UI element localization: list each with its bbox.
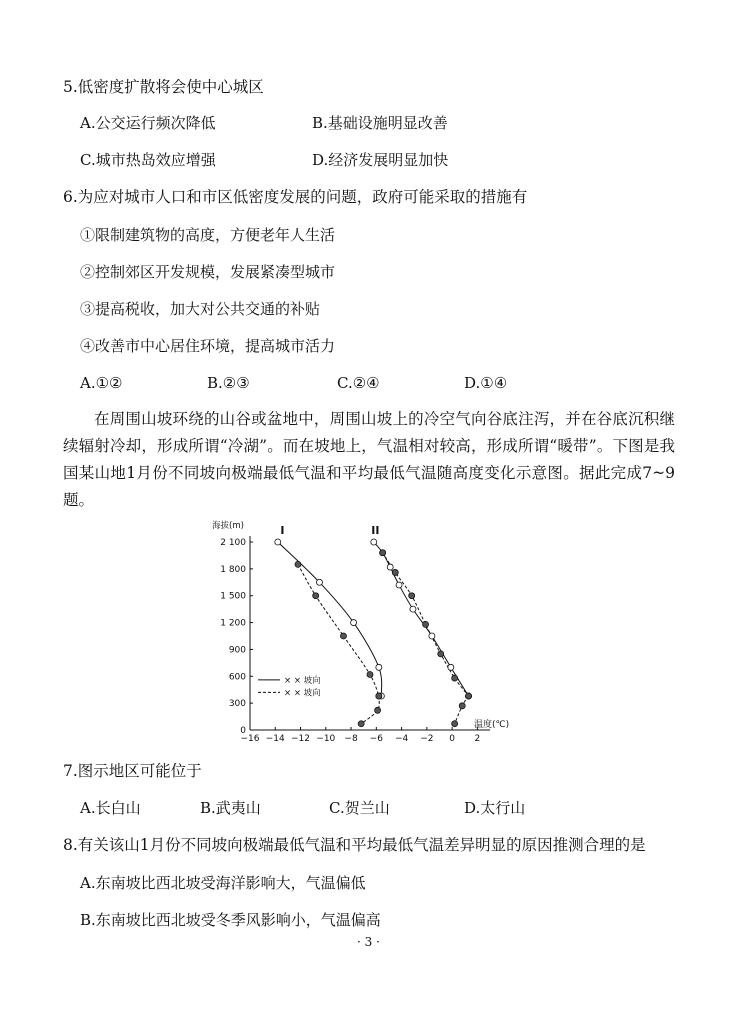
y-tick-label: 0 xyxy=(240,726,246,736)
question-5-option-d: D.经济发展明显加快 xyxy=(312,151,449,169)
y-tick-label: 2 100 xyxy=(220,538,246,548)
data-point-i-filled xyxy=(376,693,382,699)
x-tick-label: −6 xyxy=(369,734,383,744)
data-point-ii-filled xyxy=(459,703,465,709)
question-8-option-a: A.东南坡比西北坡受海洋影响大，气温偏低 xyxy=(80,874,366,892)
question-6-option-a: A.①② xyxy=(80,374,123,392)
data-point-i-open xyxy=(316,579,322,585)
question-8-option-b: B.东南坡比西北坡受冬季风影响小，气温偏高 xyxy=(80,911,381,929)
question-6-option-d: D.①④ xyxy=(464,374,508,392)
x-tick-label: −4 xyxy=(394,734,409,744)
question-5-option-a: A.公交运行频次降低 xyxy=(80,114,216,132)
data-point-ii-filled xyxy=(409,593,415,599)
data-point-ii-filled xyxy=(452,675,458,681)
question-7-option-b: B.武夷山 xyxy=(200,799,261,817)
legend-label-dashed: × × 坡向 xyxy=(284,688,321,699)
x-tick-label: −14 xyxy=(265,734,285,744)
x-axis-title: 温度(℃) xyxy=(474,720,510,730)
reading-passage: 在周围山坡环绕的山谷或盆地中，周围山坡上的冷空气向谷底注泻，并在谷底沉积继续辐射冷却，形成所谓“冷湖”。而在坡地上，气温相对较高，形成所谓“暖带”。下图是我国某山地1月份不同坡向极端最低气温和平均最低气温随高度变化示意图。据此完成7~9题。 xyxy=(63,410,675,509)
y-axis-title: 海拔(m) xyxy=(212,521,244,531)
x-tick-label: −12 xyxy=(291,734,311,744)
data-point-ii-filled xyxy=(380,550,386,556)
question-5-option-c: C.城市热岛效应增强 xyxy=(80,151,216,169)
data-point-ii-filled xyxy=(438,651,444,657)
question-7-stem: 7.图示地区可能位于 xyxy=(63,762,202,780)
question-6-item-3: ③提高税收，加大对公共交通的补贴 xyxy=(80,300,321,318)
x-tick-label: 0 xyxy=(449,734,455,744)
x-tick-label: −8 xyxy=(344,734,358,744)
data-point-ii-open xyxy=(410,606,416,612)
y-tick-label: 1 800 xyxy=(220,564,246,575)
question-7-option-c: C.贺兰山 xyxy=(329,799,390,817)
y-tick-label: 900 xyxy=(228,645,246,656)
question-5-option-b: B.基础设施明显改善 xyxy=(312,114,448,132)
x-tick-label: −16 xyxy=(240,734,260,744)
question-6-item-2: ②控制郊区开发规模，发展紧凑型城市 xyxy=(80,263,336,281)
data-point-i-filled xyxy=(313,593,319,599)
data-point-ii-filled xyxy=(423,621,429,627)
data-point-i-open xyxy=(275,539,281,545)
data-point-i-filled xyxy=(358,721,364,727)
x-tick-label: 2 xyxy=(474,734,481,744)
x-tick-label: −10 xyxy=(316,734,336,744)
y-tick-label: 600 xyxy=(228,672,246,683)
altitude-temperature-chart xyxy=(210,512,510,744)
data-point-i-filled xyxy=(375,707,381,713)
question-8-stem: 8.有关该山1月份不同坡向极端最低气温和平均最低气温差异明显的原因推测合理的是 xyxy=(63,836,646,854)
legend-label-solid: × × 坡向 xyxy=(284,675,321,686)
chart-labels xyxy=(212,520,509,744)
panel-label-ii: II xyxy=(371,524,380,537)
y-tick-label: 300 xyxy=(228,699,246,710)
data-point-ii-open xyxy=(396,582,402,588)
page-number: · 3 · xyxy=(357,935,380,949)
data-point-i-filled xyxy=(367,671,373,677)
question-6-item-1: ①限制建筑物的高度，方便老年人生活 xyxy=(80,226,336,244)
data-point-i-filled xyxy=(340,633,346,639)
panel-label-i: I xyxy=(280,524,285,537)
question-6-stem: 6.为应对城市人口和市区低密度发展的问题，政府可能采取的措施有 xyxy=(63,188,528,206)
data-point-ii-filled xyxy=(466,693,472,699)
chart-axes xyxy=(250,536,490,730)
question-6-option-c: C.②④ xyxy=(337,374,380,392)
data-point-ii-open xyxy=(448,664,454,670)
data-point-ii-open xyxy=(371,539,377,545)
question-5-stem: 5.低密度扩散将会使中心城区 xyxy=(63,78,264,96)
data-point-ii-open xyxy=(429,633,435,639)
data-point-ii-filled xyxy=(392,569,398,575)
data-point-i-open xyxy=(351,620,357,626)
x-tick-label: −2 xyxy=(420,734,434,744)
question-7-option-d: D.太行山 xyxy=(464,799,526,817)
y-tick-label: 1 500 xyxy=(220,591,246,602)
series-line-ii-dashed xyxy=(455,696,469,724)
data-point-ii-filled xyxy=(452,721,458,727)
question-7-option-a: A.长白山 xyxy=(80,799,141,817)
question-6-item-4: ④改善市中心居住环境，提高城市活力 xyxy=(80,337,336,355)
data-point-ii-open xyxy=(387,564,393,570)
series-line-i-solid xyxy=(278,542,382,699)
y-tick-label: 1 200 xyxy=(220,618,246,629)
question-6-option-b: B.②③ xyxy=(207,374,250,392)
data-point-i-filled xyxy=(295,561,301,567)
data-point-i-open xyxy=(376,664,382,670)
